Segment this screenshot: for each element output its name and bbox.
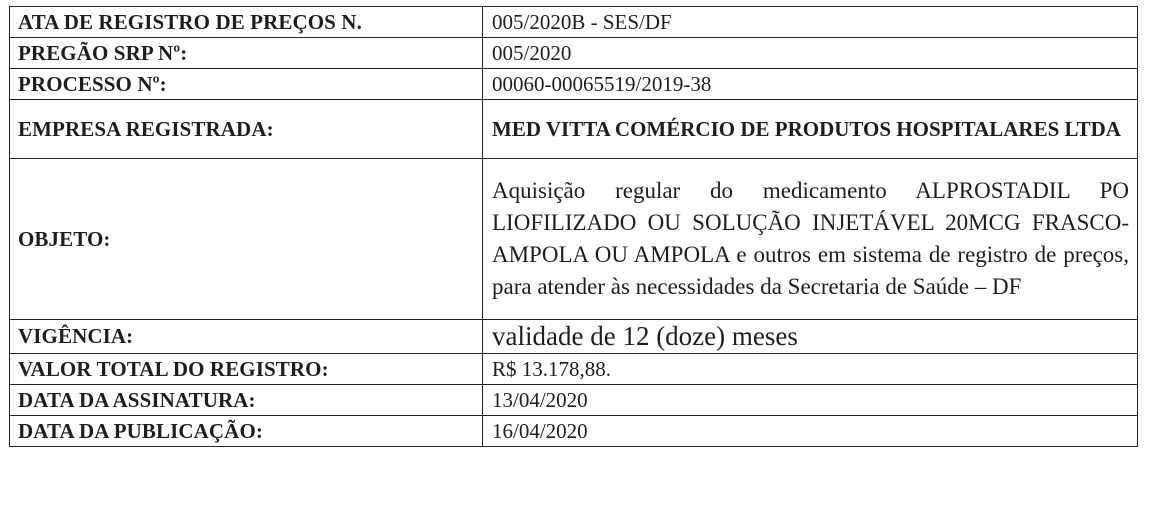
- empresa-value: MED VITTA COMÉRCIO DE PRODUTOS HOSPITALARES LTDA: [483, 100, 1138, 159]
- table-row: [10, 416, 1138, 447]
- processo-value: 00060-00065519/2019-38: [483, 69, 1138, 100]
- ata-value: 005/2020B - SES/DF: [483, 7, 1138, 38]
- table-row: [10, 354, 1138, 385]
- table-row: [10, 159, 1138, 320]
- table-row: [10, 320, 1138, 354]
- data-assinatura-label: DATA DA ASSINATURA:: [10, 385, 483, 416]
- data-assinatura-value: 13/04/2020: [483, 385, 1138, 416]
- empresa-label: EMPRESA REGISTRADA:: [10, 100, 483, 159]
- objeto-value: Aquisição regular do medicamento ALPROSTADIL PO LIOFILIZADO OU SOLUÇÃO INJETÁVEL 20MCG FRASCO-AMPOLA OU AMPOLA e outros em sistema de registro de preços, para atender às necessidades da Secretaria de Saúde – DF: [483, 159, 1138, 320]
- data-publicacao-label: DATA DA PUBLICAÇÃO:: [10, 416, 483, 447]
- vigencia-label: VIGÊNCIA:: [10, 320, 483, 354]
- pregao-label: PREGÃO SRP Nº:: [10, 38, 483, 69]
- table-row: [10, 7, 1138, 38]
- table-row: [10, 100, 1138, 159]
- table-row: [10, 69, 1138, 100]
- pregao-value: 005/2020: [483, 38, 1138, 69]
- objeto-label: OBJETO:: [10, 159, 483, 320]
- table-row: [10, 38, 1138, 69]
- ata-label: ATA DE REGISTRO DE PREÇOS N.: [10, 7, 483, 38]
- registro-precos-table: [9, 6, 1138, 447]
- vigencia-value: validade de 12 (doze) meses: [483, 320, 1138, 354]
- processo-label: PROCESSO Nº:: [10, 69, 483, 100]
- valor-total-value: R$ 13.178,88.: [483, 354, 1138, 385]
- table-row: [10, 385, 1138, 416]
- data-publicacao-value: 16/04/2020: [483, 416, 1138, 447]
- valor-total-label: VALOR TOTAL DO REGISTRO:: [10, 354, 483, 385]
